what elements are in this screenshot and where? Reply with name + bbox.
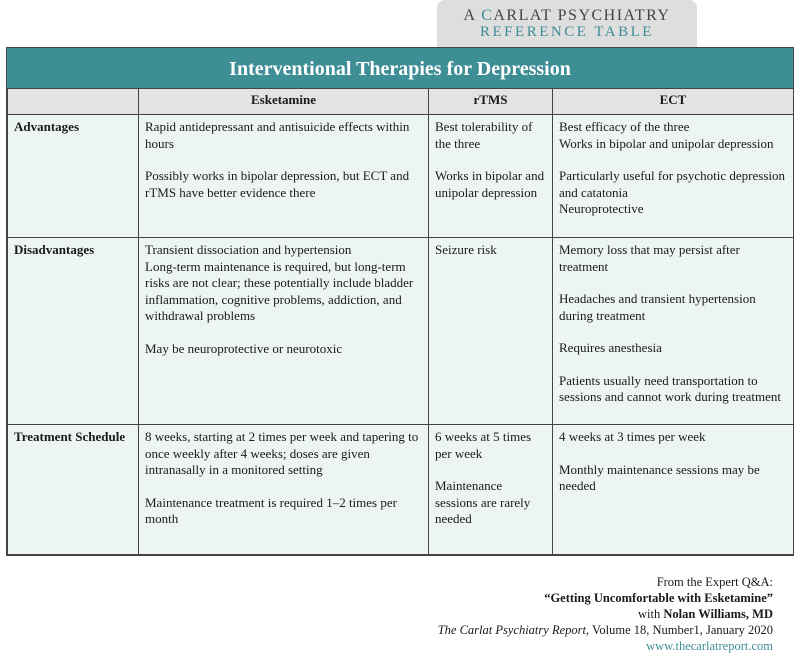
cell-text: Long-term maintenance is required, but long-term risks are not clear; these potentially include bladder inflammation, cognitive problems, addiction, and withdrawal problems xyxy=(145,258,414,323)
row-label: Treatment Schedule xyxy=(8,425,139,555)
tab-brand-line: A CARLAT PSYCHIATRY xyxy=(463,7,671,24)
citation-website-link[interactable]: www.thecarlatreport.com xyxy=(646,639,773,653)
source-citation xyxy=(438,574,773,654)
cell-text: Works in bipolar and unipolar depression xyxy=(559,135,774,151)
cell-text: Works in bipolar and unipolar depression xyxy=(435,168,545,200)
cell-esketamine xyxy=(139,238,429,425)
cell-text: Particularly useful for psychotic depression and catatonia xyxy=(559,168,785,200)
cell-text: Memory loss that may persist after treatment xyxy=(559,242,740,274)
cell-text: 4 weeks at 3 times per week xyxy=(559,429,706,444)
cell-rtms xyxy=(429,238,553,425)
reference-table-tab xyxy=(437,0,697,47)
header-row xyxy=(8,89,794,115)
cell-ect xyxy=(553,425,794,555)
cell-text: 8 weeks, starting at 2 times per week and tapering to once weekly after 4 weeks; doses are given intranasally in a monitored setting xyxy=(145,429,419,477)
cell-text: Requires anesthesia xyxy=(559,340,662,355)
cell-rtms xyxy=(429,115,553,238)
citation-article-title: “Getting Uncomfortable with Esketamine” xyxy=(544,591,773,605)
cell-text: Best efficacy of the three xyxy=(559,119,690,134)
cell-esketamine xyxy=(139,425,429,555)
citation-intro: From the Expert Q&A: xyxy=(656,575,773,589)
table-row-advantages xyxy=(8,115,794,238)
cell-esketamine xyxy=(139,115,429,238)
citation-author: with Nolan Williams, MD xyxy=(638,607,773,621)
citation-publication: The Carlat Psychiatry Report, Volume 18, Number1, January 2020 xyxy=(437,623,773,637)
reference-table xyxy=(6,47,794,556)
header-cell-rtms: rTMS xyxy=(429,89,553,115)
header-cell-ect: ECT xyxy=(553,89,794,115)
cell-text: Rapid antidepressant and antisuicide effects within hours xyxy=(145,119,410,151)
cell-ect xyxy=(553,115,794,238)
cell-text: Seizure risk xyxy=(435,242,497,257)
header-cell-blank xyxy=(8,89,139,115)
table-row-disadvantages xyxy=(8,238,794,425)
cell-text: Maintenance sessions are rarely needed xyxy=(435,478,531,526)
cell-text: Maintenance treatment is required 1–2 times per month xyxy=(145,494,397,526)
therapy-comparison-table xyxy=(7,88,794,555)
cell-text: Transient dissociation and hypertension xyxy=(145,242,352,257)
row-label: Disadvantages xyxy=(8,238,139,425)
table-title: Interventional Therapies for Depression xyxy=(7,48,793,88)
cell-rtms xyxy=(429,425,553,555)
cell-text: Possibly works in bipolar depression, but ECT and rTMS have better evidence there xyxy=(145,168,410,200)
cell-text: Best tolerability of the three xyxy=(435,119,533,151)
cell-text: Patients usually need transportation to sessions and cannot work during treatment xyxy=(559,372,782,404)
cell-ect xyxy=(553,238,794,425)
table-row-treatment-schedule xyxy=(8,425,794,555)
cell-text: Neuroprotective xyxy=(559,201,644,216)
header-cell-esketamine: Esketamine xyxy=(139,89,429,115)
cell-text: 6 weeks at 5 times per week xyxy=(435,429,532,461)
cell-text: Headaches and transient hypertension during treatment xyxy=(559,291,756,323)
cell-text: May be neuroprotective or neurotoxic xyxy=(145,340,343,356)
tab-subtitle: REFERENCE TABLE xyxy=(480,24,654,40)
row-label: Advantages xyxy=(8,115,139,238)
cell-text: Monthly maintenance sessions may be needed xyxy=(559,461,760,493)
